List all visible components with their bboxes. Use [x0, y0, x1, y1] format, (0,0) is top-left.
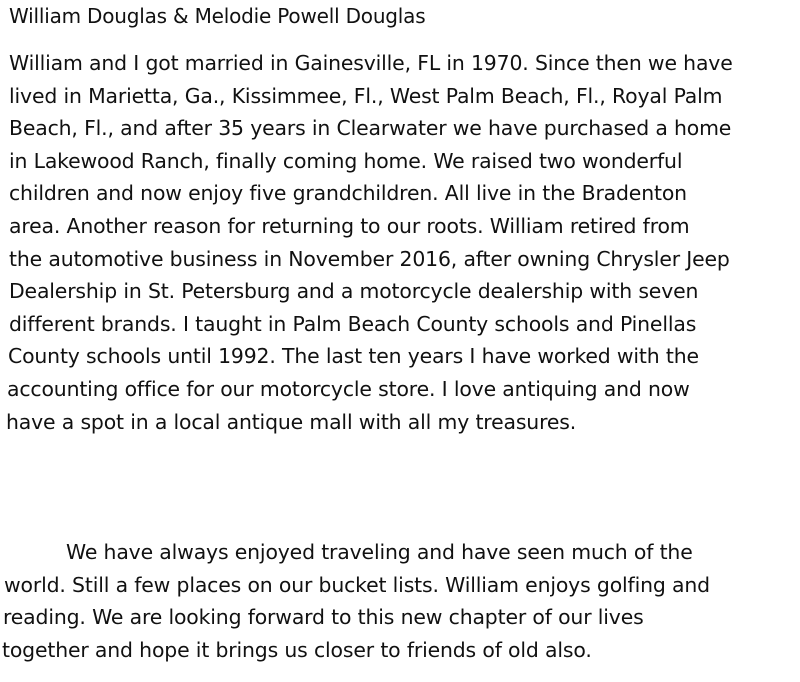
paragraph-line: Dealership in St. Petersburg and a motorcycle dealership with seven [9, 279, 699, 304]
paragraph-line: reading. We are looking forward to this new chapter of our lives [3, 605, 644, 629]
paragraph-line: William and I got married in Gainesville, FL in 1970. Since then we have [9, 51, 733, 75]
paragraph-2 [0, 536, 800, 666]
paragraph-line: in Lakewood Ranch, finally coming home. We raised two wonderful [9, 148, 683, 173]
paragraph-line: different brands. I taught in Palm Beach County schools and Pinellas [9, 311, 697, 336]
document-title: William Douglas & Melodie Powell Douglas [9, 4, 426, 28]
paragraph-line: the automotive business in November 2016, after owning Chrysler Jeep [9, 246, 730, 271]
paragraph-line: together and hope it brings us closer to friends of old also. [2, 637, 592, 662]
paragraph-line: lived in Marietta, Ga., Kissimmee, Fl., West Palm Beach, Fl., Royal Palm [9, 83, 723, 108]
paragraph-1 [0, 47, 800, 438]
paragraph-line: have a spot in a local antique mall with all my treasures. [6, 409, 577, 434]
paragraph-line: County schools until 1992. The last ten years I have worked with the [8, 344, 699, 369]
paragraph-line: accounting office for our motorcycle store. I love antiquing and now [7, 376, 690, 401]
paragraph-line: area. Another reason for returning to our roots. William retired from [9, 213, 690, 238]
paragraph-line: We have always enjoyed traveling and have seen much of the [66, 540, 693, 564]
paragraph-line: Beach, Fl., and after 35 years in Clearwater we have purchased a home [9, 116, 732, 141]
paragraph-line: children and now enjoy five grandchildren. All live in the Bradenton [9, 181, 687, 206]
paragraph-line: world. Still a few places on our bucket lists. William enjoys golfing and [4, 572, 710, 597]
